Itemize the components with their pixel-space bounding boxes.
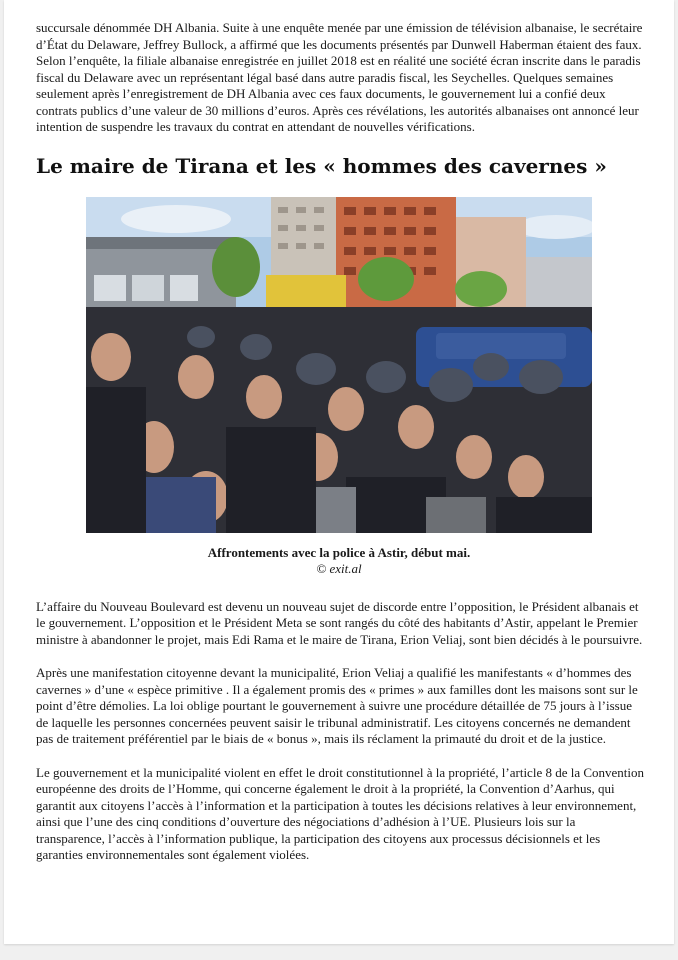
body-paragraph: Après une manifestation citoyenne devant la municipalité, Erion Veliaj a qualifié les manifestants « d’hommes des cavernes » d’une « espèce primitive . Il a également promis des « primes » aux familles dont les maisons sont sur le point d’être démolies. La loi oblige pourtant le gouvernement à suivre une procédure détaillée de 75 jours à l’issue de laquelle les personnes concernées peuvent saisir le tribunal administratif. Les citoyens concernés ne demandent pas de traitement préférentiel par le biais de « bonus », mais ils réclament la primauté du droit et de la justice. (36, 665, 638, 746)
body-paragraph: Le gouvernement et la municipalité violent en effet le droit constitutionnel à la propriété, l’article 8 de la Convention européenne des droits de l’Homme, qui concerne également le droit à la propriété, la Convention d’Aarhus, qui garantit aux citoyens l’accès à l’information et la participation à toutes les décisions relatives à leur environnement, ainsi que l’une des cinq conditions d’ouverture des négociations d’adhésion à l’UE. Plusieurs lois sur la transparence, l’accès à l’information publique, la participation des citoyens aux processus décisionnels et les garanties environnementales sont également violées. (36, 764, 645, 862)
document-page (4, 0, 674, 944)
body-paragraph: L’affaire du Nouveau Boulevard est devenu un nouveau sujet de discorde entre l’opposition, le Président albanais et le gouvernement. L’opposition et le Président Meta se sont rangés du côté des habitants d’Astir, appelant le Premier ministre à abandonner le projet, mais Edi Rama et le maire de Tirana, Erion Veliaj, sont bien décidés à le poursuivre. (36, 598, 643, 647)
body-paragraphs (36, 599, 646, 864)
crowd-photo (86, 197, 592, 533)
article-body (36, 20, 646, 881)
figure-caption (86, 545, 592, 577)
photo-credit: © exit.al (316, 560, 362, 576)
figure (36, 197, 646, 577)
caption-text: Affrontements avec la police à Astir, début mai. (207, 544, 471, 560)
section-heading: Le maire de Tirana et les « hommes des cavernes » (36, 153, 607, 178)
intro-paragraph: succursale dénommée DH Albania. Suite à une enquête menée par une émission de télévision albanaise, le secrétaire d’État du Delaware, Jeffrey Bullock, a affirmé que les documents présentés par Dunwell Haberman étaient des faux. Selon l’enquête, la filiale albanaise enregistrée en juillet 2018 est en réalité une société écran inscrite dans le paradis fiscal du Delaware avec un représentant légal basé dans autre paradis fiscal, les Seychelles. Quelques semaines seulement après l’enregistrement de DH Albania avec ces faux documents, le gouvernement lui a confié deux contrats publics d’une valeur de 30 millions d’euros. Après ces révélations, les autorités albanaises ont annoncé leur intention de suspendre les travaux du contrat en attendant de nouvelles vérifications. (36, 20, 643, 134)
